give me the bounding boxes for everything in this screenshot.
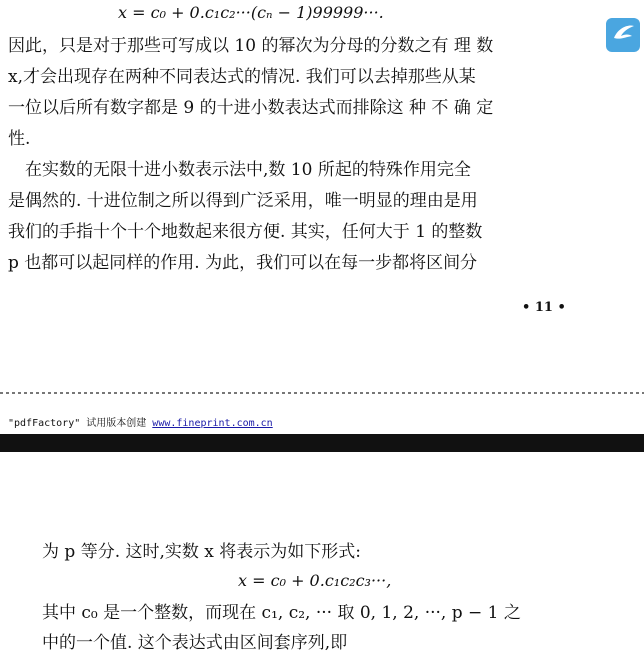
lower-line-1: 为 p 等分. 这时,实数 x 将表示为如下形式: [42,542,362,562]
page-separator-band [0,434,644,452]
paragraph-line-7: 我们的手指十个十个地数起来很方便. 其实，任何大于 1 的整数 [8,222,483,242]
footer-text: "pdfFactory" 试用版本创建 [8,418,153,429]
formula-top: x = c₀ + 0.c₁c₂···(cₙ − 1)99999···. [118,3,384,22]
paragraph-line-5: 在实数的无限十进小数表示法中,数 10 所起的特殊作用完全 [8,160,471,180]
lower-line-3: 中的一个值. 这个表达式由区间套序列,即 [42,633,348,653]
paragraph-line-1: 因此，只是对于那些可写成以 10 的幂次为分母的分数之有 理 数 [8,36,494,56]
bird-logo-icon[interactable] [606,18,640,52]
page-number: • 11 • [522,300,566,315]
footer-link[interactable]: www.fineprint.com.cn [152,418,273,429]
lower-line-2: 其中 c₀ 是一个整数，而现在 c₁, c₂, ··· 取 0, 1, 2, ···, p − 1 之 [42,603,521,623]
paragraph-line-8: p 也都可以起同样的作用. 为此，我们可以在每一步都将区间分 [8,253,478,273]
paragraph-line-4: 性. [8,129,31,149]
paragraph-line-2: x,才会出现存在两种不同表达式的情况. 我们可以去掉那些从某 [8,67,476,87]
lower-formula: x = c₀ + 0.c₁c₂c₃···, [238,571,392,590]
pdf-footer [8,414,273,429]
paragraph-line-3: 一位以后所有数字都是 9 的十进小数表达式而排除这 种 不 确 定 [8,98,494,118]
paragraph-line-6: 是偶然的. 十进位制之所以得到广泛采用，唯一明显的理由是用 [8,191,478,211]
page-divider [0,392,644,394]
